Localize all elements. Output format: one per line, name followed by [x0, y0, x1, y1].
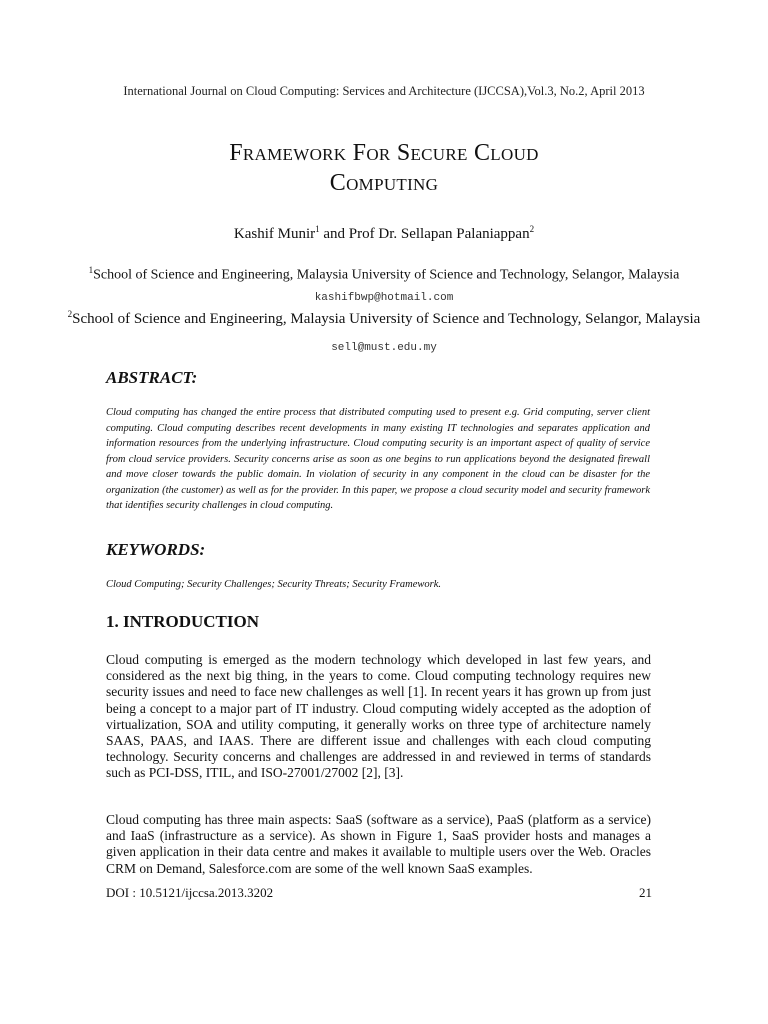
affiliation-1-mark: 1 — [88, 265, 94, 275]
author-list — [0, 224, 768, 243]
introduction-paragraph-1: Cloud computing is emerged as the modern technology which developed in last few years, and considered as the next big thing, in the years to come. Cloud computing technology requires new security issues and need to face new challenges as well [1]. In recent years it has grown up from just being a concept to a major part of IT industry. Cloud computing widely accepted as the adoption of virtualization, SOA and utility computing, it generally works on three type of architecture namely SAAS, PAAS, and IAAS. There are different issue and challenges with each cloud computing technology. Security concerns and challenges are addressed in and reviewed in terms of standards such as PCI-DSS, ITIL, and ISO-27001/27002 [2], [3]. — [106, 652, 651, 781]
author-joiner: and Prof Dr. Sellapan Palaniappan — [319, 226, 530, 242]
abstract-heading: ABSTRACT: — [106, 368, 198, 387]
affiliation-1 — [0, 261, 768, 285]
affiliation-2-mark: 2 — [67, 309, 73, 319]
paper-title-line-2: Computing — [329, 170, 439, 196]
abstract-text: Cloud computing has changed the entire process that distributed computing used to present e.g. Grid computing, server client computing. Cloud computing describes recent developments in many existing IT technologies and separates application and information resources from the underlying infrastructure. Cloud computing security is an important aspect of quality of service from cloud service providers. Security concerns arise as soon as one begins to run applications beyond the designated firewall and move closer towards the public domain. In violation of security in any component in the cloud can be disaster for the organization (the customer) as well as for the provider. In this paper, we propose a cloud security model and security framework that identifies security challenges in cloud computing. — [106, 407, 650, 511]
author-1-affiliation-mark: 1 — [315, 224, 320, 234]
introduction-paragraph-2: Cloud computing has three main aspects: SaaS (software as a service), PaaS (platform as a service) and IaaS (infrastructure as a service). As shown in Figure 1, SaaS provider hosts and manages a given application in their data centre and makes it available to multiple users over the Web. Oracles CRM on Demand, Salesforce.com are some of the well known SaaS examples. — [106, 812, 651, 876]
keywords-text: Cloud Computing; Security Challenges; Security Threats; Security Framework. — [106, 579, 441, 590]
affiliation-1-text: School of Science and Engineering, Malaysia University of Science and Technology, Selangor, Malaysia — [93, 267, 680, 283]
paper-title-line-1: Framework For Secure Cloud — [229, 140, 539, 166]
keywords-heading: KEYWORDS: — [106, 540, 206, 559]
affiliation-2 — [0, 304, 768, 329]
running-header: International Journal on Cloud Computing: Services and Architecture (IJCCSA),Vol.3, No.2, April 2013 — [123, 84, 645, 98]
page-number: 21 — [639, 885, 652, 900]
author-1-name: Kashif Munir — [233, 226, 316, 242]
author-2-affiliation-mark: 2 — [529, 224, 535, 234]
paper-title — [0, 138, 768, 198]
footer-doi: DOI : 10.5121/ijccsa.2013.3202 — [106, 885, 274, 900]
affiliation-2-email[interactable]: sell@must.edu.my — [331, 342, 437, 354]
affiliation-1-email[interactable]: kashifbwp@hotmail.com — [314, 292, 454, 304]
introduction-heading: 1. INTRODUCTION — [106, 612, 260, 631]
affiliation-2-text: School of Science and Engineering, Malaysia University of Science and Technology, Selangor, Malaysia — [72, 311, 701, 327]
